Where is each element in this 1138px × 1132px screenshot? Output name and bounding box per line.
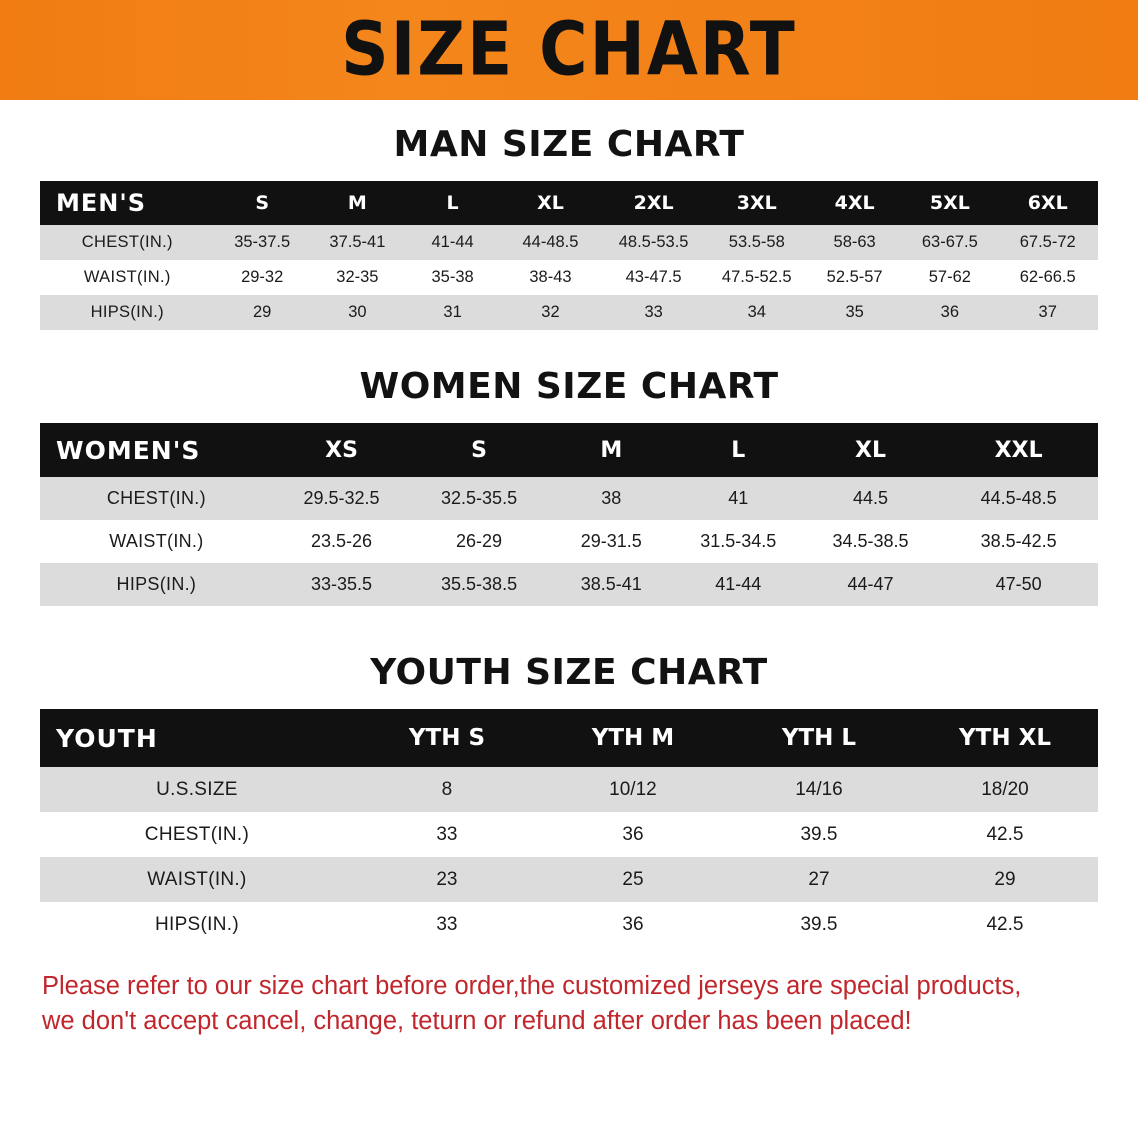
table-cell: 29-32 <box>215 260 310 295</box>
table-cell: 41-44 <box>675 563 802 606</box>
table-cell: 29-31.5 <box>548 520 675 563</box>
table-cell: 34 <box>707 295 808 330</box>
table-cell: 57-62 <box>902 260 997 295</box>
table-cell: 32-35 <box>310 260 405 295</box>
table-cell: 33 <box>354 812 540 857</box>
table-row <box>40 260 1098 295</box>
table-cell: 33 <box>601 295 707 330</box>
table-row <box>40 563 1098 606</box>
table-cell: 47.5-52.5 <box>707 260 808 295</box>
men-section-heading: MAN SIZE CHART <box>393 124 745 165</box>
table-cell: 38 <box>548 477 675 520</box>
page-title: SIZE CHART <box>341 6 797 93</box>
table-cell: 31.5-34.5 <box>675 520 802 563</box>
table-cell: 23 <box>354 857 540 902</box>
table-cell: 39.5 <box>726 902 912 947</box>
table-cell: 26-29 <box>410 520 548 563</box>
men-header-cell: 6XL <box>1027 192 1068 214</box>
men-header-cell: M <box>347 192 367 214</box>
table-cell: 37 <box>997 295 1098 330</box>
row-label: WAIST(IN.) <box>40 520 273 563</box>
youth-section-heading: YOUTH SIZE CHART <box>370 652 768 693</box>
men-header-cell: MEN'S <box>56 189 146 217</box>
table-cell: 48.5-53.5 <box>601 225 707 260</box>
table-cell: 38.5-42.5 <box>939 520 1098 563</box>
table-cell: 36 <box>902 295 997 330</box>
table-cell: 38.5-41 <box>548 563 675 606</box>
table-row <box>40 295 1098 330</box>
women-header-cell: XXL <box>994 437 1043 463</box>
women-section-heading: WOMEN SIZE CHART <box>359 366 779 407</box>
table-cell: 44.5 <box>802 477 940 520</box>
table-cell: 47-50 <box>939 563 1098 606</box>
table-row <box>40 812 1098 857</box>
table-row <box>40 902 1098 947</box>
table-cell: 43-47.5 <box>601 260 707 295</box>
youth-header-cell: YTH S <box>408 725 486 751</box>
youth-size-table <box>40 709 1098 947</box>
table-cell: 42.5 <box>912 902 1098 947</box>
table-cell: 39.5 <box>726 812 912 857</box>
women-header-cell: L <box>731 437 746 463</box>
women-table-wrap <box>40 423 1098 606</box>
women-header-cell: XL <box>854 437 886 463</box>
row-label: WAIST(IN.) <box>40 260 215 295</box>
row-label: HIPS(IN.) <box>40 295 215 330</box>
table-cell: 29 <box>215 295 310 330</box>
table-cell: 63-67.5 <box>902 225 997 260</box>
table-cell: 32.5-35.5 <box>410 477 548 520</box>
table-cell: 58-63 <box>807 225 902 260</box>
table-cell: 37.5-41 <box>310 225 405 260</box>
policy-note-line-2: we don't accept cancel, change, teturn or refund after order has been placed! <box>42 1007 912 1036</box>
table-cell: 44-47 <box>802 563 940 606</box>
table-cell: 67.5-72 <box>997 225 1098 260</box>
table-cell: 62-66.5 <box>997 260 1098 295</box>
table-cell: 36 <box>540 902 726 947</box>
youth-header-cell: YTH M <box>591 725 675 751</box>
table-cell: 44.5-48.5 <box>939 477 1098 520</box>
women-header-row <box>40 423 1098 477</box>
table-cell: 29 <box>912 857 1098 902</box>
table-cell: 33 <box>354 902 540 947</box>
youth-header-cell: YTH XL <box>958 725 1051 751</box>
table-cell: 44-48.5 <box>500 225 601 260</box>
table-cell: 35-37.5 <box>215 225 310 260</box>
men-header-cell: XL <box>537 192 564 214</box>
youth-header-row <box>40 709 1098 767</box>
women-size-table <box>40 423 1098 606</box>
row-label: HIPS(IN.) <box>40 902 354 947</box>
table-cell: 42.5 <box>912 812 1098 857</box>
table-cell: 53.5-58 <box>707 225 808 260</box>
table-cell: 35.5-38.5 <box>410 563 548 606</box>
row-label: CHEST(IN.) <box>40 812 354 857</box>
row-label: U.S.SIZE <box>40 767 354 812</box>
youth-header-cell: YTH L <box>781 725 857 751</box>
youth-table-wrap <box>40 709 1098 947</box>
banner <box>0 0 1138 100</box>
table-cell: 33-35.5 <box>273 563 411 606</box>
row-label: HIPS(IN.) <box>40 563 273 606</box>
table-cell: 14/16 <box>726 767 912 812</box>
table-cell: 52.5-57 <box>807 260 902 295</box>
table-row <box>40 767 1098 812</box>
table-cell: 23.5-26 <box>273 520 411 563</box>
men-size-table <box>40 181 1098 330</box>
table-cell: 30 <box>310 295 405 330</box>
men-header-cell: L <box>446 192 459 214</box>
table-cell: 8 <box>354 767 540 812</box>
women-header-cell: XS <box>325 437 358 463</box>
table-cell: 31 <box>405 295 500 330</box>
table-cell: 41-44 <box>405 225 500 260</box>
men-table-wrap <box>40 181 1098 330</box>
row-label: WAIST(IN.) <box>40 857 354 902</box>
row-label: CHEST(IN.) <box>40 225 215 260</box>
table-cell: 36 <box>540 812 726 857</box>
table-cell: 10/12 <box>540 767 726 812</box>
table-row <box>40 520 1098 563</box>
table-cell: 34.5-38.5 <box>802 520 940 563</box>
women-header-cell: M <box>600 437 623 463</box>
table-cell: 29.5-32.5 <box>273 477 411 520</box>
table-cell: 18/20 <box>912 767 1098 812</box>
table-cell: 38-43 <box>500 260 601 295</box>
women-header-cell: S <box>471 437 487 463</box>
men-header-row <box>40 181 1098 225</box>
table-row <box>40 225 1098 260</box>
men-header-cell: 3XL <box>736 192 777 214</box>
table-cell: 35 <box>807 295 902 330</box>
men-header-cell: S <box>255 192 270 214</box>
policy-note-line-1: Please refer to our size chart before order,the customized jerseys are special products, <box>42 972 1022 1000</box>
table-cell: 32 <box>500 295 601 330</box>
table-cell: 25 <box>540 857 726 902</box>
table-cell: 27 <box>726 857 912 902</box>
men-header-cell: 5XL <box>929 192 970 214</box>
policy-note <box>42 969 1096 1039</box>
youth-header-cell: YOUTH <box>56 723 158 753</box>
row-label: CHEST(IN.) <box>40 477 273 520</box>
table-cell: 41 <box>675 477 802 520</box>
men-header-cell: 2XL <box>633 192 674 214</box>
table-row <box>40 477 1098 520</box>
table-row <box>40 857 1098 902</box>
women-header-cell: WOMEN'S <box>56 435 201 465</box>
men-header-cell: 4XL <box>834 192 875 214</box>
table-cell: 35-38 <box>405 260 500 295</box>
